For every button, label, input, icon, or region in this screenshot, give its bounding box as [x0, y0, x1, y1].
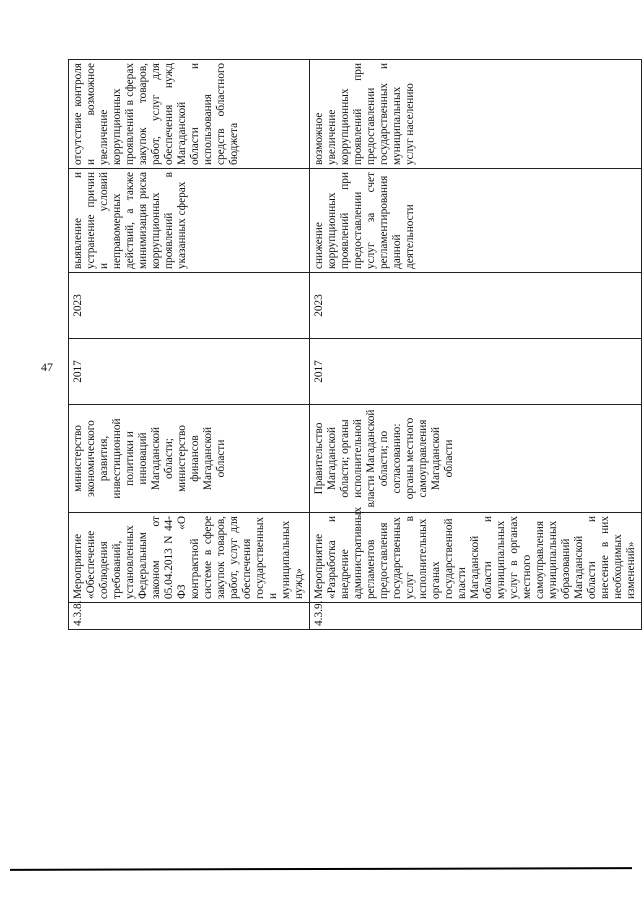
measures-table [68, 59, 642, 630]
table-row [310, 60, 642, 630]
consequences-cell: возможное увеличение коррупционных проявлений при предоставлении государственных и муниципальных услуг населению [310, 60, 642, 169]
event-cell: Мероприятие «Обеспечение соблюдения требований, установленных Федеральным законом от 05.04.2013 N 44-ФЗ «О контрактной системе в сфере закупок товаров, работ, услуг для обеспечения государственных и муниципальных нужд» [69, 513, 310, 603]
table-row [69, 60, 310, 630]
result-cell: снижение коррупционных проявлений при предоставлении услуг за счет регламентирования данной деятельности [310, 169, 642, 273]
page-number: 47 [41, 360, 53, 374]
executor-cell: министерство экономического развития, инвестиционной политики и инноваций Магаданской области; министерство финансов Магаданской области [69, 405, 310, 513]
measures-table-region [68, 60, 637, 630]
rotated-table-wrapper [68, 60, 637, 630]
consequences-cell: отсутствие контроля и возможное увеличение коррупционных проявлений в сферах закупок товаров, работ, услуг для обеспечения нужд Магаданской области и использования средств областного бюджета [69, 60, 310, 169]
result-cell: выявление и устранение причин и условий неправомерных действий, а также минимизация риска коррупционных проявлений в указанных сферах [69, 169, 310, 273]
end-year-cell: 2023 [69, 273, 310, 339]
executor-cell: Правительство Магаданской области; органы исполнительной власти Магаданской области; по согласованию: органы местного самоуправления Магаданской области [310, 405, 642, 513]
start-year-cell: 2017 [310, 339, 642, 405]
start-year-cell: 2017 [69, 339, 310, 405]
row-number-cell: 4.3.8. [69, 603, 310, 630]
event-cell: Мероприятие «Разработка и внедрение административных регламентов предоставления государственных услуг в исполнительных органах государственной власти Магаданской области и муниципальных услуг в органах местного самоуправления муниципальных образований Магаданской области и внесение в них необходимых изменений» [310, 513, 642, 603]
page-bottom-rule [10, 867, 632, 870]
row-number-cell: 4.3.9. [310, 603, 642, 630]
end-year-cell: 2023 [310, 273, 642, 339]
